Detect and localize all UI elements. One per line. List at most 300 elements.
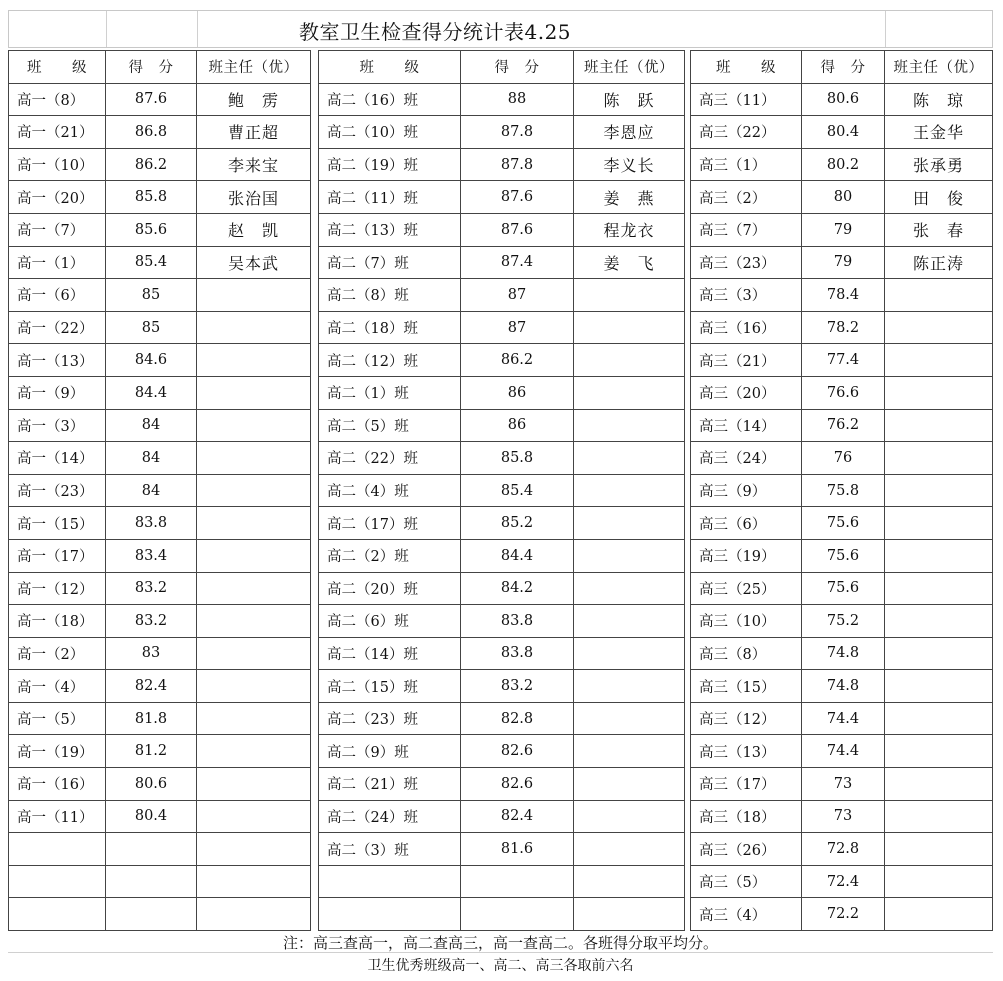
table-row (319, 735, 685, 768)
grade2-table (318, 50, 685, 931)
score-cell: 82.6 (461, 735, 574, 768)
score-cell: 84.2 (461, 572, 574, 605)
table-row (691, 865, 993, 898)
teacher-cell (197, 344, 311, 377)
class-cell: 高三（26） (691, 833, 802, 866)
table-row (691, 246, 993, 279)
table-row (319, 116, 685, 149)
teacher-cell: 鲍 雳 (197, 83, 311, 116)
score-cell: 72.4 (802, 865, 885, 898)
table-row (9, 344, 311, 377)
class-cell: 高二（2）班 (319, 539, 461, 572)
table-row (319, 213, 685, 246)
table-row (9, 637, 311, 670)
divider (8, 952, 993, 953)
table-row (691, 311, 993, 344)
table-row (9, 311, 311, 344)
teacher-cell (197, 474, 311, 507)
score-cell: 79 (802, 246, 885, 279)
table-row (319, 898, 685, 931)
score-cell: 80.2 (802, 148, 885, 181)
sheet-title: 教室卫生检查得分统计表4.25 (299, 20, 572, 44)
score-cell: 73 (802, 768, 885, 801)
score-cell: 87.6 (461, 181, 574, 214)
score-cell: 83.8 (461, 637, 574, 670)
score-cell: 82.4 (461, 800, 574, 833)
teacher-cell: 李来宝 (197, 148, 311, 181)
table-row (9, 116, 311, 149)
class-cell: 高二（13）班 (319, 213, 461, 246)
table-row (9, 865, 311, 898)
teacher-cell (197, 279, 311, 312)
score-cell: 74.8 (802, 637, 885, 670)
class-cell: 高二（5）班 (319, 409, 461, 442)
teacher-cell (197, 311, 311, 344)
table-row (9, 735, 311, 768)
score-cell: 83.8 (106, 507, 197, 540)
class-cell: 高二（7）班 (319, 246, 461, 279)
teacher-cell (885, 572, 993, 605)
class-cell: 高二（21）班 (319, 768, 461, 801)
score-cell: 73 (802, 800, 885, 833)
table-row (691, 800, 993, 833)
teacher-cell (574, 605, 685, 638)
teacher-cell (885, 735, 993, 768)
class-cell: 高三（22） (691, 116, 802, 149)
table-row (9, 768, 311, 801)
teacher-cell (197, 735, 311, 768)
table-row (319, 702, 685, 735)
class-cell: 高三（16） (691, 311, 802, 344)
class-cell: 高二（16）班 (319, 83, 461, 116)
teacher-cell (574, 898, 685, 931)
teacher-cell: 姜 燕 (574, 181, 685, 214)
score-cell: 86.2 (461, 344, 574, 377)
class-cell (319, 898, 461, 931)
header-teacher: 班主任（优） (197, 51, 311, 84)
teacher-cell (885, 539, 993, 572)
class-cell: 高三（10） (691, 605, 802, 638)
teacher-cell (574, 865, 685, 898)
score-cell: 83.8 (461, 605, 574, 638)
class-cell: 高二（20）班 (319, 572, 461, 605)
score-cell: 84.6 (106, 344, 197, 377)
score-cell: 86 (461, 376, 574, 409)
class-cell: 高三（11） (691, 83, 802, 116)
table-row (691, 344, 993, 377)
class-cell: 高一（5） (9, 702, 106, 735)
header-score: 得 分 (461, 51, 574, 84)
score-cell: 87 (461, 311, 574, 344)
score-cell (461, 865, 574, 898)
table-row (691, 670, 993, 703)
teacher-cell (885, 670, 993, 703)
header-score: 得 分 (106, 51, 197, 84)
table-row (319, 344, 685, 377)
teacher-cell (197, 376, 311, 409)
class-cell: 高二（10）班 (319, 116, 461, 149)
teacher-cell (574, 539, 685, 572)
table-row (319, 572, 685, 605)
class-cell: 高二（15）班 (319, 670, 461, 703)
table-row (691, 409, 993, 442)
teacher-cell (885, 605, 993, 638)
table-row (319, 833, 685, 866)
score-cell: 85.8 (106, 181, 197, 214)
class-cell: 高三（8） (691, 637, 802, 670)
class-cell: 高一（12） (9, 572, 106, 605)
teacher-cell (574, 800, 685, 833)
teacher-cell (885, 702, 993, 735)
class-cell: 高二（6）班 (319, 605, 461, 638)
teacher-cell (885, 865, 993, 898)
table-row (691, 442, 993, 475)
class-cell: 高一（6） (9, 279, 106, 312)
teacher-cell (574, 833, 685, 866)
header-class: 班 级 (691, 51, 802, 84)
class-cell: 高三（17） (691, 768, 802, 801)
score-cell: 87 (461, 279, 574, 312)
teacher-cell (885, 376, 993, 409)
class-cell: 高一（15） (9, 507, 106, 540)
class-cell: 高一（23） (9, 474, 106, 507)
teacher-cell (197, 833, 311, 866)
teacher-cell (574, 768, 685, 801)
class-cell: 高二（4）班 (319, 474, 461, 507)
score-cell: 80.4 (802, 116, 885, 149)
score-cell: 81.6 (461, 833, 574, 866)
table-row (319, 800, 685, 833)
teacher-cell (574, 637, 685, 670)
footnote-award: 卫生优秀班级高一、高二、高三各取前六名 (367, 958, 634, 974)
table-row (9, 605, 311, 638)
teacher-cell (574, 670, 685, 703)
teacher-cell (197, 637, 311, 670)
teacher-cell (885, 442, 993, 475)
score-cell: 84 (106, 474, 197, 507)
table-row (319, 246, 685, 279)
table-row (691, 898, 993, 931)
teacher-cell (885, 409, 993, 442)
teacher-cell: 张治国 (197, 181, 311, 214)
score-cell: 75.6 (802, 507, 885, 540)
teacher-cell (574, 376, 685, 409)
score-cell: 83.2 (461, 670, 574, 703)
class-cell: 高三（18） (691, 800, 802, 833)
class-cell: 高三（20） (691, 376, 802, 409)
grade3-table (690, 50, 993, 931)
score-cell: 82.4 (106, 670, 197, 703)
score-cell: 72.8 (802, 833, 885, 866)
teacher-cell: 张承勇 (885, 148, 993, 181)
score-cell: 78.2 (802, 311, 885, 344)
table-row (319, 442, 685, 475)
class-cell: 高一（10） (9, 148, 106, 181)
score-cell: 84.4 (461, 539, 574, 572)
table-row (9, 702, 311, 735)
table-row (691, 83, 993, 116)
score-cell: 81.2 (106, 735, 197, 768)
table-row (9, 148, 311, 181)
class-cell: 高一（14） (9, 442, 106, 475)
class-cell: 高三（5） (691, 865, 802, 898)
teacher-cell (574, 409, 685, 442)
score-cell: 84 (106, 409, 197, 442)
score-cell: 85.8 (461, 442, 574, 475)
class-cell: 高三（24） (691, 442, 802, 475)
table-row (691, 637, 993, 670)
teacher-cell (885, 833, 993, 866)
score-cell: 87.6 (461, 213, 574, 246)
score-cell: 75.2 (802, 605, 885, 638)
class-cell (319, 865, 461, 898)
table-row (319, 865, 685, 898)
table-row (319, 279, 685, 312)
teacher-cell: 陈 跃 (574, 83, 685, 116)
teacher-cell (574, 311, 685, 344)
table-row (9, 670, 311, 703)
table-row (319, 507, 685, 540)
teacher-cell (197, 572, 311, 605)
class-cell (9, 865, 106, 898)
table-row (319, 670, 685, 703)
score-cell: 74.4 (802, 735, 885, 768)
score-cell: 72.2 (802, 898, 885, 931)
table-row (319, 474, 685, 507)
table-row (691, 605, 993, 638)
score-cell: 76.6 (802, 376, 885, 409)
score-cell: 80.6 (106, 768, 197, 801)
teacher-cell (197, 898, 311, 931)
class-cell: 高二（23）班 (319, 702, 461, 735)
teacher-cell (197, 539, 311, 572)
teacher-cell (197, 768, 311, 801)
teacher-cell (197, 442, 311, 475)
teacher-cell (197, 507, 311, 540)
teacher-cell (197, 702, 311, 735)
score-cell: 85.4 (461, 474, 574, 507)
class-cell (9, 833, 106, 866)
teacher-cell (574, 702, 685, 735)
teacher-cell: 陈 琼 (885, 83, 993, 116)
teacher-cell: 程龙衣 (574, 213, 685, 246)
score-cell: 76 (802, 442, 885, 475)
score-cell: 82.8 (461, 702, 574, 735)
score-cell: 85 (106, 279, 197, 312)
table-row (691, 768, 993, 801)
score-cell: 79 (802, 213, 885, 246)
teacher-cell (885, 474, 993, 507)
teacher-cell: 李义长 (574, 148, 685, 181)
score-cell: 87.4 (461, 246, 574, 279)
class-cell: 高三（15） (691, 670, 802, 703)
teacher-cell (197, 800, 311, 833)
teacher-cell (197, 670, 311, 703)
header-row (9, 51, 311, 84)
table-row (691, 279, 993, 312)
table-row (9, 474, 311, 507)
table-row (9, 246, 311, 279)
class-cell: 高一（7） (9, 213, 106, 246)
score-cell: 87.6 (106, 83, 197, 116)
teacher-cell (574, 279, 685, 312)
table-row (691, 539, 993, 572)
score-cell: 86.8 (106, 116, 197, 149)
table-row (319, 83, 685, 116)
class-cell (9, 898, 106, 931)
grade1-table (8, 50, 311, 931)
class-cell: 高二（8）班 (319, 279, 461, 312)
class-cell: 高三（12） (691, 702, 802, 735)
table-row (691, 833, 993, 866)
class-cell: 高二（22）班 (319, 442, 461, 475)
teacher-cell (885, 800, 993, 833)
score-cell: 85.2 (461, 507, 574, 540)
teacher-cell: 曹正超 (197, 116, 311, 149)
table-row (9, 800, 311, 833)
teacher-cell (885, 898, 993, 931)
class-cell: 高一（16） (9, 768, 106, 801)
teacher-cell (885, 279, 993, 312)
score-cell (106, 833, 197, 866)
score-cell: 80 (802, 181, 885, 214)
class-cell: 高二（3）班 (319, 833, 461, 866)
teacher-cell: 李恩应 (574, 116, 685, 149)
class-cell: 高三（19） (691, 539, 802, 572)
class-cell: 高一（13） (9, 344, 106, 377)
table-row (319, 181, 685, 214)
teacher-cell (574, 735, 685, 768)
class-cell: 高三（4） (691, 898, 802, 931)
header-teacher: 班主任（优） (574, 51, 685, 84)
table-row (691, 148, 993, 181)
score-cell: 87.8 (461, 116, 574, 149)
table-row (9, 833, 311, 866)
table-row (319, 768, 685, 801)
table-row (319, 539, 685, 572)
score-cell (106, 865, 197, 898)
class-cell: 高二（24）班 (319, 800, 461, 833)
score-cell: 83 (106, 637, 197, 670)
table-row (319, 605, 685, 638)
score-cell: 80.6 (802, 83, 885, 116)
table-row (9, 409, 311, 442)
class-cell: 高三（25） (691, 572, 802, 605)
score-cell: 74.8 (802, 670, 885, 703)
class-cell: 高三（7） (691, 213, 802, 246)
class-cell: 高三（21） (691, 344, 802, 377)
header-row (691, 51, 993, 84)
score-cell: 76.2 (802, 409, 885, 442)
class-cell: 高一（18） (9, 605, 106, 638)
teacher-cell (885, 344, 993, 377)
teacher-cell: 田 俊 (885, 181, 993, 214)
table-row (9, 376, 311, 409)
teacher-cell: 陈正涛 (885, 246, 993, 279)
score-cell: 88 (461, 83, 574, 116)
teacher-cell (885, 637, 993, 670)
table-row (691, 572, 993, 605)
teacher-cell (885, 311, 993, 344)
score-cell: 84 (106, 442, 197, 475)
table-row (691, 702, 993, 735)
teacher-cell: 赵 凯 (197, 213, 311, 246)
class-cell: 高一（8） (9, 83, 106, 116)
score-cell: 86.2 (106, 148, 197, 181)
class-cell: 高二（12）班 (319, 344, 461, 377)
class-cell: 高三（3） (691, 279, 802, 312)
score-cell: 85 (106, 311, 197, 344)
teacher-cell (574, 572, 685, 605)
score-cell: 77.4 (802, 344, 885, 377)
class-cell: 高二（19）班 (319, 148, 461, 181)
table-row (9, 898, 311, 931)
class-cell: 高一（9） (9, 376, 106, 409)
table-row (319, 376, 685, 409)
class-cell: 高三（9） (691, 474, 802, 507)
score-cell: 75.8 (802, 474, 885, 507)
teacher-cell (574, 344, 685, 377)
class-cell: 高一（11） (9, 800, 106, 833)
class-cell: 高三（2） (691, 181, 802, 214)
table-row (319, 148, 685, 181)
score-cell: 84.4 (106, 376, 197, 409)
table-row (9, 539, 311, 572)
header-class: 班 级 (319, 51, 461, 84)
footnote-rule: 注：高三查高一，高二查高三，高一查高二。各班得分取平均分。 (282, 934, 718, 952)
class-cell: 高一（3） (9, 409, 106, 442)
class-cell: 高一（20） (9, 181, 106, 214)
class-cell: 高三（14） (691, 409, 802, 442)
class-cell: 高二（14）班 (319, 637, 461, 670)
table-row (691, 507, 993, 540)
score-cell: 85.6 (106, 213, 197, 246)
class-cell: 高三（6） (691, 507, 802, 540)
score-cell: 80.4 (106, 800, 197, 833)
table-row (9, 181, 311, 214)
table-row (9, 279, 311, 312)
class-cell: 高一（1） (9, 246, 106, 279)
table-row (319, 637, 685, 670)
score-cell: 75.6 (802, 539, 885, 572)
table-row (319, 311, 685, 344)
teacher-cell (885, 507, 993, 540)
score-cell: 81.8 (106, 702, 197, 735)
class-cell: 高二（18）班 (319, 311, 461, 344)
score-cell: 75.6 (802, 572, 885, 605)
class-cell: 高一（22） (9, 311, 106, 344)
teacher-cell: 姜 飞 (574, 246, 685, 279)
class-cell: 高一（4） (9, 670, 106, 703)
score-cell: 87.8 (461, 148, 574, 181)
teacher-cell (574, 507, 685, 540)
table-row (691, 735, 993, 768)
table-row (691, 116, 993, 149)
header-teacher: 班主任（优） (885, 51, 993, 84)
class-cell: 高一（2） (9, 637, 106, 670)
score-cell: 85.4 (106, 246, 197, 279)
class-cell: 高三（1） (691, 148, 802, 181)
class-cell: 高一（17） (9, 539, 106, 572)
table-row (691, 181, 993, 214)
teacher-cell: 王金华 (885, 116, 993, 149)
table-row (9, 442, 311, 475)
table-row (9, 213, 311, 246)
score-cell (461, 898, 574, 931)
table-row (9, 507, 311, 540)
teacher-cell (885, 768, 993, 801)
class-cell: 高二（11）班 (319, 181, 461, 214)
